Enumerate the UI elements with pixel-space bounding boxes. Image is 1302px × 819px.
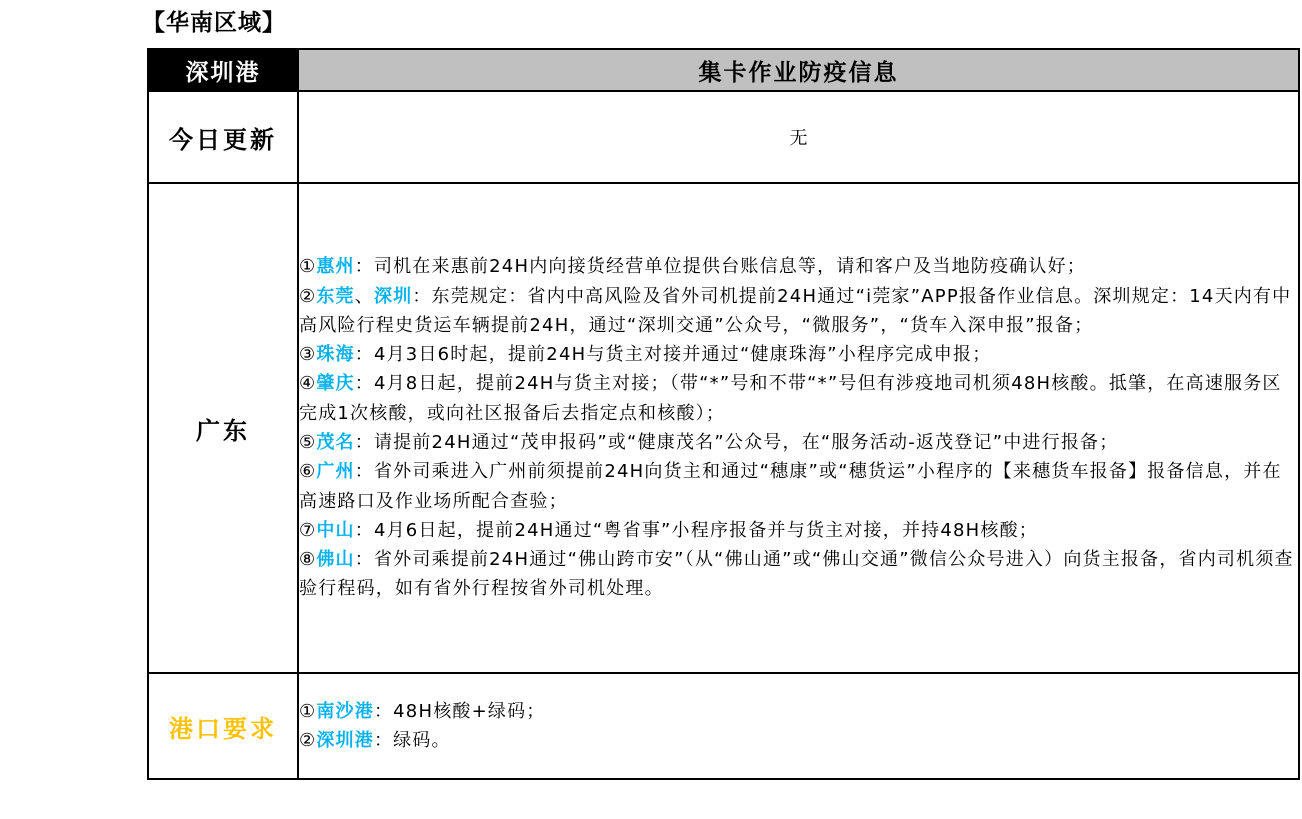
port-header: 深圳港 [148,49,298,91]
header-row [148,49,1299,91]
table-title: 集卡作业防疫信息 [298,49,1299,91]
guangdong-label: 广东 [148,183,298,673]
list-item: ⑥广州：省外司乘进入广州前须提前24H向货主和通过“穗康”或“穗货运”小程序的【来穗货车报备】报备信息，并在高速路口及作业场所配合查验； [299,461,1282,512]
list-item: ⑧佛山：省外司乘提前24H通过“佛山跨市安”（从“佛山通”或“佛山交通”微信公众号进入）向货主报备，省内司机须查验行程码，如有省外行程按省外司机处理。 [299,549,1294,600]
guangdong-row [148,183,1299,673]
list-item: ②深圳港：绿码。 [299,730,451,751]
list-item: ⑦中山：4月6日起，提前24H通过“粤省事”小程序报备并与货主对接，并持48H核酸； [299,519,1038,541]
list-item: ④肇庆：4月8日起，提前24H与货主对接；（带“*”号和不带“*”号但有涉疫地司机须48H核酸。抵肇，在高速服务区完成1次核酸，或向社区报备后去指定点和核酸）； [299,373,1282,424]
guangdong-content [298,183,1299,673]
region-title: 【华南区域】 [142,9,286,36]
info-table [147,48,1300,780]
today-row [148,91,1299,183]
list-item: ②东莞、深圳：东莞规定：省内中高风险及省外司机提前24H通过“i莞家”APP报备作业信息。深圳规定：14天内有中高风险行程史货运车辆提前24H，通过“深圳交通”公众号，“微服务”，“货车入深申报”报备； [299,285,1292,336]
port-requirement-row [148,673,1299,779]
today-value: 无 [298,91,1299,183]
list-item: ①惠州：司机在来惠前24H内向接货经营单位提供台账信息等，请和客户及当地防疫确认好； [299,256,1086,278]
list-item: ⑤茂名：请提前24H通过“茂申报码”或“健康茂名”公众号，在“服务活动-返茂登记”中进行报备； [299,432,1119,453]
today-label: 今日更新 [148,91,298,183]
list-item: ③珠海：4月3日6时起，提前24H与货主对接并通过“健康珠海”小程序完成申报； [299,344,992,366]
port-requirement-content [298,673,1299,779]
list-item: ①南沙港：48H核酸+绿码； [299,700,546,722]
port-requirement-label: 港口要求 [148,673,298,779]
